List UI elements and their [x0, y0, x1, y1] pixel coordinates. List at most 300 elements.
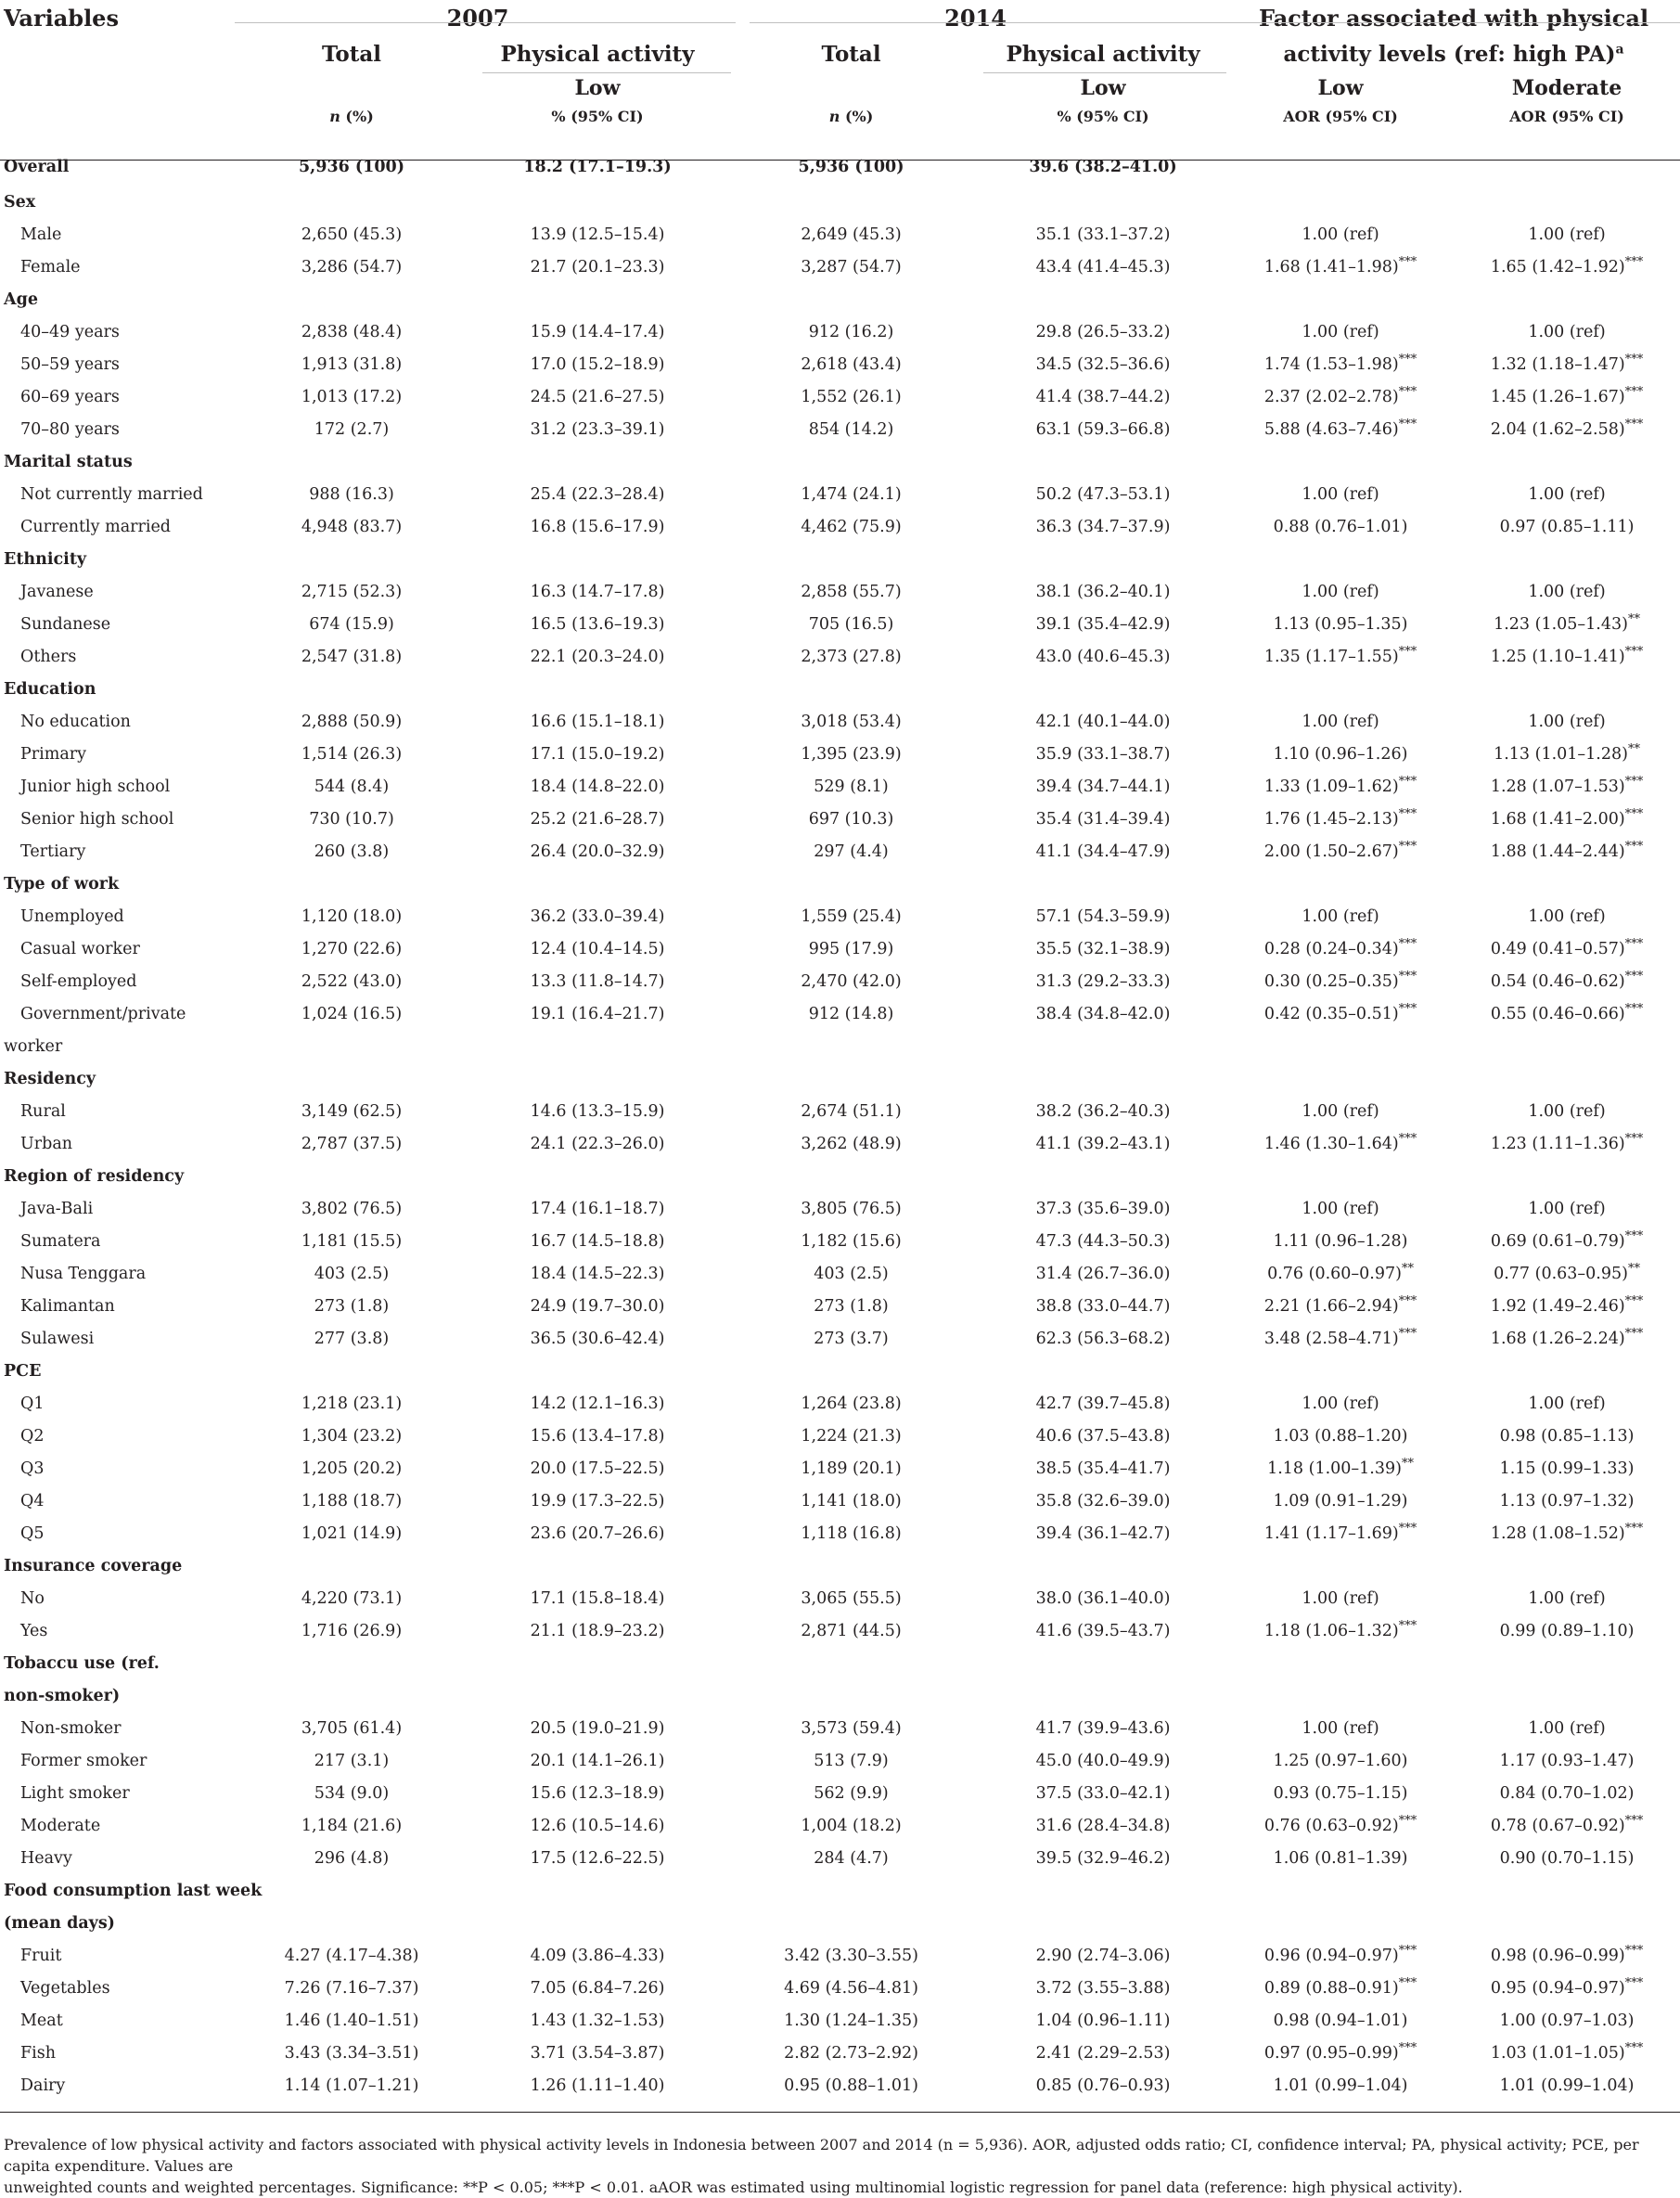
table-cell — [471, 315, 724, 348]
cell-value: 1.32 (1.18–1.47) — [1490, 354, 1625, 374]
table-cell — [1227, 1452, 1454, 1485]
table-row — [0, 1517, 1680, 1549]
table-row — [0, 1712, 1680, 1744]
table-cell — [471, 965, 724, 997]
cell-value: 0.98 (0.94–1.01) — [1273, 2011, 1408, 2030]
cell-value: 38.8 (33.0–44.7) — [1035, 1296, 1171, 1316]
cell-value: 2,547 (31.8) — [301, 647, 403, 666]
table-cell — [232, 251, 471, 283]
significance-marker: *** — [1398, 839, 1417, 854]
cell-value: 18.4 (14.8–22.0) — [530, 777, 665, 796]
table-cell — [1227, 1062, 1454, 1095]
significance-marker: *** — [1398, 644, 1417, 659]
table-cell — [471, 510, 724, 543]
table-cell — [1227, 1095, 1454, 1127]
table-cell — [1454, 738, 1680, 770]
cell-value: 1.28 (1.08–1.52) — [1490, 1523, 1625, 1543]
table-cell — [232, 1679, 471, 1712]
table-cell — [471, 1939, 724, 1972]
table-cell — [1227, 1257, 1454, 1290]
row-label: Urban — [20, 1134, 73, 1153]
table-cell — [724, 640, 979, 673]
cell-value: 12.4 (10.4–14.5) — [530, 939, 665, 958]
cell-value: 2,470 (42.0) — [801, 971, 902, 991]
table-cell — [471, 2004, 724, 2037]
significance-marker: *** — [1398, 417, 1417, 431]
table-cell — [1454, 770, 1680, 803]
table-cell — [724, 315, 979, 348]
group-label: Region of residency — [4, 1166, 185, 1186]
row-label: Javanese — [20, 582, 94, 601]
cell-value: 0.96 (0.94–0.97) — [1263, 1946, 1399, 1965]
table-cell — [232, 1257, 471, 1290]
table-cell — [1227, 1907, 1454, 1939]
table-cell — [1227, 608, 1454, 640]
table-cell — [471, 1874, 724, 1907]
significance-marker: *** — [1624, 1813, 1644, 1828]
cell-value: 1.46 (1.40–1.51) — [284, 2011, 419, 2030]
table-cell — [1454, 1127, 1680, 1160]
row-label: Female — [20, 257, 81, 276]
cell-value: 17.1 (15.0–19.2) — [530, 744, 665, 764]
table-group-row — [0, 283, 1680, 315]
row-label: Casual worker — [20, 939, 140, 958]
significance-marker: *** — [1624, 936, 1644, 951]
table-cell — [232, 673, 471, 705]
significance-marker: *** — [1624, 774, 1644, 789]
cell-value: 1.23 (1.05–1.43) — [1494, 614, 1628, 634]
table-row — [0, 1420, 1680, 1452]
cell-value: 43.0 (40.6–45.3) — [1035, 647, 1171, 666]
header-low-2014: Low — [1080, 76, 1126, 100]
cell-value: 1,304 (23.2) — [301, 1426, 403, 1446]
table-cell — [1454, 1712, 1680, 1744]
cell-value: 0.88 (0.76–1.01) — [1273, 517, 1408, 536]
cell-value: 35.1 (33.1–37.2) — [1035, 225, 1171, 244]
table-row — [0, 738, 1680, 770]
cell-value: 1.03 (1.01–1.05) — [1490, 2043, 1625, 2063]
row-label: Former smoker — [20, 1751, 147, 1770]
table-cell — [1227, 1614, 1454, 1647]
table-cell — [1227, 1192, 1454, 1225]
table-cell — [471, 1127, 724, 1160]
table-cell — [724, 673, 979, 705]
cell-value: 24.5 (21.6–27.5) — [530, 387, 665, 406]
cell-value: 15.6 (12.3–18.9) — [530, 1783, 665, 1803]
table-cell — [1454, 148, 1680, 186]
cell-value: 0.69 (0.61–0.79) — [1490, 1231, 1625, 1251]
n-label: n — [329, 108, 340, 125]
cell-value: 0.97 (0.85–1.11) — [1499, 517, 1635, 536]
table-cell — [979, 803, 1227, 835]
header-factor-line1: Factor associated with physical — [1258, 4, 1649, 32]
row-label: Rural — [20, 1101, 66, 1121]
table-cell — [232, 770, 471, 803]
table-cell — [724, 148, 979, 186]
cell-value: 0.98 (0.85–1.13) — [1499, 1426, 1635, 1446]
cell-value: 47.3 (44.3–50.3) — [1035, 1231, 1171, 1251]
table-cell — [724, 705, 979, 738]
row-label: Not currently married — [20, 484, 203, 504]
table-group-row — [0, 1549, 1680, 1582]
table-cell — [1227, 315, 1454, 348]
table-cell — [979, 1387, 1227, 1420]
significance-marker: *** — [1398, 806, 1417, 821]
row-label: Currently married — [20, 517, 172, 536]
table-cell — [724, 1257, 979, 1290]
table-cell — [724, 803, 979, 835]
table-cell — [471, 673, 724, 705]
cell-value: 42.7 (39.7–45.8) — [1035, 1394, 1171, 1413]
header-rule-2014 — [750, 22, 1227, 23]
table-cell — [979, 186, 1227, 218]
cell-value: 29.8 (26.5–33.2) — [1035, 322, 1171, 341]
table-cell — [724, 1647, 979, 1679]
row-label: Tertiary — [20, 842, 86, 861]
row-label: No education — [20, 712, 131, 731]
table-cell — [1454, 445, 1680, 478]
table-cell — [1227, 348, 1454, 380]
header-rule-pa-2007 — [482, 72, 731, 73]
table-cell — [1227, 1744, 1454, 1777]
header-low-2007: Low — [574, 76, 621, 100]
table-cell — [471, 218, 724, 251]
table-group-row — [0, 1907, 1680, 1939]
table-body — [0, 148, 1680, 2102]
cell-value: 4,220 (73.1) — [301, 1588, 403, 1608]
significance-marker: *** — [1624, 1943, 1644, 1958]
cell-value: 1.00 (ref) — [1302, 1199, 1379, 1218]
cell-value: 1.00 (ref) — [1302, 1101, 1379, 1121]
cell-value: 1.00 (ref) — [1528, 1394, 1606, 1413]
header-aor-moderate: AOR (95% CI) — [1509, 108, 1624, 125]
header-pct-ci-2007: % (95% CI) — [551, 108, 644, 125]
table-cell — [979, 1322, 1227, 1355]
cell-value: 1,395 (23.9) — [801, 744, 902, 764]
cell-value: 62.3 (56.3–68.2) — [1035, 1329, 1171, 1348]
table-cell — [979, 1517, 1227, 1549]
table-cell — [232, 1062, 471, 1095]
header-low-aor: Low — [1317, 76, 1364, 100]
table-cell — [471, 1030, 724, 1062]
table-cell — [232, 218, 471, 251]
row-label: Kalimantan — [20, 1296, 115, 1316]
cell-value: 260 (3.8) — [314, 842, 390, 861]
cell-value: 1,184 (21.6) — [301, 1816, 403, 1835]
header-factor-line2-text: activity levels (ref: high PA) — [1283, 41, 1616, 67]
table-cell — [979, 413, 1227, 445]
cell-value: 35.4 (31.4–39.4) — [1035, 809, 1171, 829]
cell-value: 1.43 (1.32–1.53) — [530, 2011, 665, 2030]
cell-value: 20.1 (14.1–26.1) — [530, 1751, 665, 1770]
cell-value: 0.97 (0.95–0.99) — [1263, 2043, 1399, 2063]
table-cell — [232, 1420, 471, 1452]
table-cell — [979, 315, 1227, 348]
table-row — [0, 1582, 1680, 1614]
table-cell — [471, 1192, 724, 1225]
cell-value: 3,018 (53.4) — [801, 712, 902, 731]
table-cell — [1454, 1744, 1680, 1777]
cell-value: 2.37 (2.02–2.78) — [1263, 387, 1399, 406]
cell-value: 16.5 (13.6–19.3) — [530, 614, 665, 634]
table-cell — [1454, 1582, 1680, 1614]
cell-value: 1.00 (0.97–1.03) — [1499, 2011, 1635, 2030]
table-cell — [724, 2037, 979, 2069]
cell-value: 2,650 (45.3) — [301, 225, 403, 244]
table-cell — [232, 1355, 471, 1387]
cell-value: 37.3 (35.6–39.0) — [1035, 1199, 1171, 1218]
table-cell — [724, 1095, 979, 1127]
row-label: Sundanese — [20, 614, 111, 634]
cell-value: 1,181 (15.5) — [301, 1231, 403, 1251]
header-pa-2007: Physical activity — [500, 41, 695, 67]
table-cell — [232, 1095, 471, 1127]
group-label: (mean days) — [4, 1913, 115, 1933]
cell-value: 21.7 (20.1–23.3) — [530, 257, 665, 276]
cell-value: 1.00 (ref) — [1528, 322, 1606, 341]
table-cell — [471, 1290, 724, 1322]
cell-value: 34.5 (32.5–36.6) — [1035, 354, 1171, 374]
table-cell — [1454, 380, 1680, 413]
table-cell — [471, 283, 724, 315]
row-label: Meat — [20, 2011, 63, 2030]
row-label: 60–69 years — [20, 387, 120, 406]
table-row — [0, 2069, 1680, 2102]
table-row — [0, 380, 1680, 413]
table-cell — [1227, 900, 1454, 932]
cell-value: 854 (14.2) — [808, 419, 894, 439]
header-factor-line2 — [1227, 35, 1680, 72]
table-cell — [1227, 1874, 1454, 1907]
cell-value: 36.3 (34.7–37.9) — [1035, 517, 1171, 536]
table-cell — [1227, 1647, 1454, 1679]
table-cell — [724, 1062, 979, 1095]
header-variables: Variables — [4, 4, 119, 32]
table-cell — [1227, 673, 1454, 705]
cell-value: 41.1 (34.4–47.9) — [1035, 842, 1171, 861]
significance-marker: *** — [1624, 839, 1644, 854]
cell-value: 4,948 (83.7) — [301, 517, 403, 536]
cell-value: 273 (1.8) — [314, 1296, 390, 1316]
row-label: Java-Bali — [20, 1199, 94, 1218]
cell-value: 0.95 (0.94–0.97) — [1490, 1978, 1625, 1998]
cell-value: 273 (1.8) — [814, 1296, 889, 1316]
cell-value: 284 (4.7) — [814, 1848, 889, 1868]
table-cell — [232, 1485, 471, 1517]
table-cell — [471, 1614, 724, 1647]
table-cell — [724, 932, 979, 965]
table-cell — [1227, 1777, 1454, 1809]
cell-value: 0.85 (0.76–0.93) — [1035, 2076, 1171, 2095]
table-cell — [1454, 251, 1680, 283]
table-cell — [1454, 835, 1680, 868]
table-cell — [1227, 445, 1454, 478]
header-year-2014: 2014 — [944, 4, 1007, 32]
table-cell — [979, 1744, 1227, 1777]
cell-value: 3,287 (54.7) — [801, 257, 902, 276]
table-cell — [1454, 283, 1680, 315]
table-cell — [1454, 1257, 1680, 1290]
cell-value: 705 (16.5) — [808, 614, 894, 634]
table-cell — [1454, 1809, 1680, 1842]
table-cell — [1227, 1322, 1454, 1355]
cell-value: 1,118 (16.8) — [801, 1523, 902, 1543]
table-cell — [1454, 1062, 1680, 1095]
table-cell — [979, 1225, 1227, 1257]
row-label: Dairy — [20, 2076, 66, 2095]
cell-value: 1.00 (ref) — [1528, 1101, 1606, 1121]
table-cell — [979, 348, 1227, 380]
table-cell — [471, 868, 724, 900]
cell-value: 3,802 (76.5) — [301, 1199, 403, 1218]
table-cell — [979, 705, 1227, 738]
cell-value: 1.00 (ref) — [1302, 1394, 1379, 1413]
table-cell — [979, 1290, 1227, 1322]
table-cell — [724, 1387, 979, 1420]
table-cell — [979, 445, 1227, 478]
table-cell — [979, 640, 1227, 673]
table-cell — [471, 1972, 724, 2004]
cell-value: 1.26 (1.11–1.40) — [530, 2076, 665, 2095]
cell-value: 39.6 (38.2–41.0) — [1029, 158, 1177, 176]
cell-value: 14.6 (13.3–15.9) — [530, 1101, 665, 1121]
table-cell — [979, 868, 1227, 900]
table-group-row — [0, 1355, 1680, 1387]
table-cell — [724, 868, 979, 900]
table-row — [0, 965, 1680, 997]
cell-value: 277 (3.8) — [314, 1329, 390, 1348]
header-total-2007: Total — [321, 41, 382, 67]
table-cell — [1454, 1907, 1680, 1939]
table-cell — [979, 1972, 1227, 2004]
table-cell — [471, 803, 724, 835]
table-group-row — [0, 445, 1680, 478]
cell-value: 39.1 (35.4–42.9) — [1035, 614, 1171, 634]
significance-marker: *** — [1624, 1131, 1644, 1146]
table-cell — [1454, 673, 1680, 705]
table-cell — [979, 251, 1227, 283]
table-cell — [471, 1517, 724, 1549]
cell-value: 988 (16.3) — [309, 484, 394, 504]
table-cell — [232, 315, 471, 348]
table-group-row — [0, 1160, 1680, 1192]
cell-value: 995 (17.9) — [808, 939, 894, 958]
table-cell — [979, 770, 1227, 803]
cell-value: 41.1 (39.2–43.1) — [1035, 1134, 1171, 1153]
cell-value: 2,871 (44.5) — [801, 1621, 902, 1640]
cell-value: 1.35 (1.17–1.55) — [1263, 647, 1399, 666]
table-cell — [979, 997, 1227, 1030]
table-cell — [232, 1712, 471, 1744]
significance-marker: *** — [1624, 1293, 1644, 1308]
cell-value: 4,462 (75.9) — [801, 517, 902, 536]
row-label: Q4 — [20, 1491, 45, 1510]
table-cell — [232, 380, 471, 413]
significance-marker: ** — [1627, 611, 1640, 626]
table-cell — [1227, 738, 1454, 770]
table-cell — [232, 608, 471, 640]
row-label: Fruit — [20, 1946, 62, 1965]
cell-value: 38.5 (35.4–41.7) — [1035, 1459, 1171, 1478]
table-cell — [471, 705, 724, 738]
cell-value: 674 (15.9) — [309, 614, 394, 634]
table-cell — [724, 1907, 979, 1939]
significance-marker: *** — [1624, 1521, 1644, 1536]
cell-value: 1.11 (0.96–1.28) — [1273, 1231, 1408, 1251]
cell-value: 1,552 (26.1) — [801, 387, 902, 406]
table-cell — [1227, 1517, 1454, 1549]
cell-value: 1.65 (1.42–1.92) — [1490, 257, 1625, 276]
cell-value: 35.8 (32.6–39.0) — [1035, 1491, 1171, 1510]
cell-value: 1.46 (1.30–1.64) — [1263, 1134, 1399, 1153]
table-cell — [1454, 868, 1680, 900]
table-row — [0, 1809, 1680, 1842]
header-rule-pa-2014 — [983, 72, 1226, 73]
table-row — [0, 510, 1680, 543]
table-cell — [979, 1127, 1227, 1160]
table-cell — [1227, 218, 1454, 251]
table-cell — [471, 1582, 724, 1614]
table-cell — [1454, 1647, 1680, 1679]
cell-value: 2.04 (1.62–2.58) — [1490, 419, 1625, 439]
cell-value: 0.42 (0.35–0.51) — [1263, 1004, 1399, 1023]
table-cell — [232, 1647, 471, 1679]
table-cell — [979, 380, 1227, 413]
table-cell — [1454, 997, 1680, 1030]
cell-value: 36.5 (30.6–42.4) — [530, 1329, 665, 1348]
row-label: Fish — [20, 2043, 56, 2063]
table-cell — [232, 705, 471, 738]
table-cell — [979, 510, 1227, 543]
cell-value: 1,205 (20.2) — [301, 1459, 403, 1478]
cell-value: 17.0 (15.2–18.9) — [530, 354, 665, 374]
table-cell — [232, 1225, 471, 1257]
cell-value: 19.1 (16.4–21.7) — [530, 1004, 665, 1023]
cell-value: 45.0 (40.0–49.9) — [1035, 1751, 1171, 1770]
row-label: Q2 — [20, 1426, 45, 1446]
table-cell — [232, 738, 471, 770]
cell-value: 273 (3.7) — [814, 1329, 889, 1348]
table-cell — [232, 1452, 471, 1485]
row-label: No — [20, 1588, 45, 1608]
cell-value: 38.2 (36.2–40.3) — [1035, 1101, 1171, 1121]
significance-marker: *** — [1624, 1975, 1644, 1990]
cell-value: 3,065 (55.5) — [801, 1588, 902, 1608]
table-cell — [1454, 1225, 1680, 1257]
table-cell — [471, 997, 724, 1030]
table-cell — [724, 900, 979, 932]
table-cell — [1227, 543, 1454, 575]
cell-value: 23.6 (20.7–26.6) — [530, 1523, 665, 1543]
table-cell — [471, 1744, 724, 1777]
table-cell — [232, 868, 471, 900]
n-pct-label: (%) — [340, 108, 374, 125]
table-row — [0, 1192, 1680, 1225]
cell-value: 529 (8.1) — [814, 777, 889, 796]
cell-value: 2.90 (2.74–3.06) — [1035, 1946, 1171, 1965]
table-cell — [232, 997, 471, 1030]
table-cell — [471, 2037, 724, 2069]
n-label: n — [828, 108, 840, 125]
table-cell — [471, 1452, 724, 1485]
cell-value: 1,024 (16.5) — [301, 1004, 403, 1023]
group-label: PCE — [4, 1361, 42, 1381]
table-row — [0, 1290, 1680, 1322]
cell-value: 4.27 (4.17–4.38) — [284, 1946, 419, 1965]
table-cell — [1454, 900, 1680, 932]
significance-marker: *** — [1398, 2040, 1417, 2055]
table-row — [0, 315, 1680, 348]
